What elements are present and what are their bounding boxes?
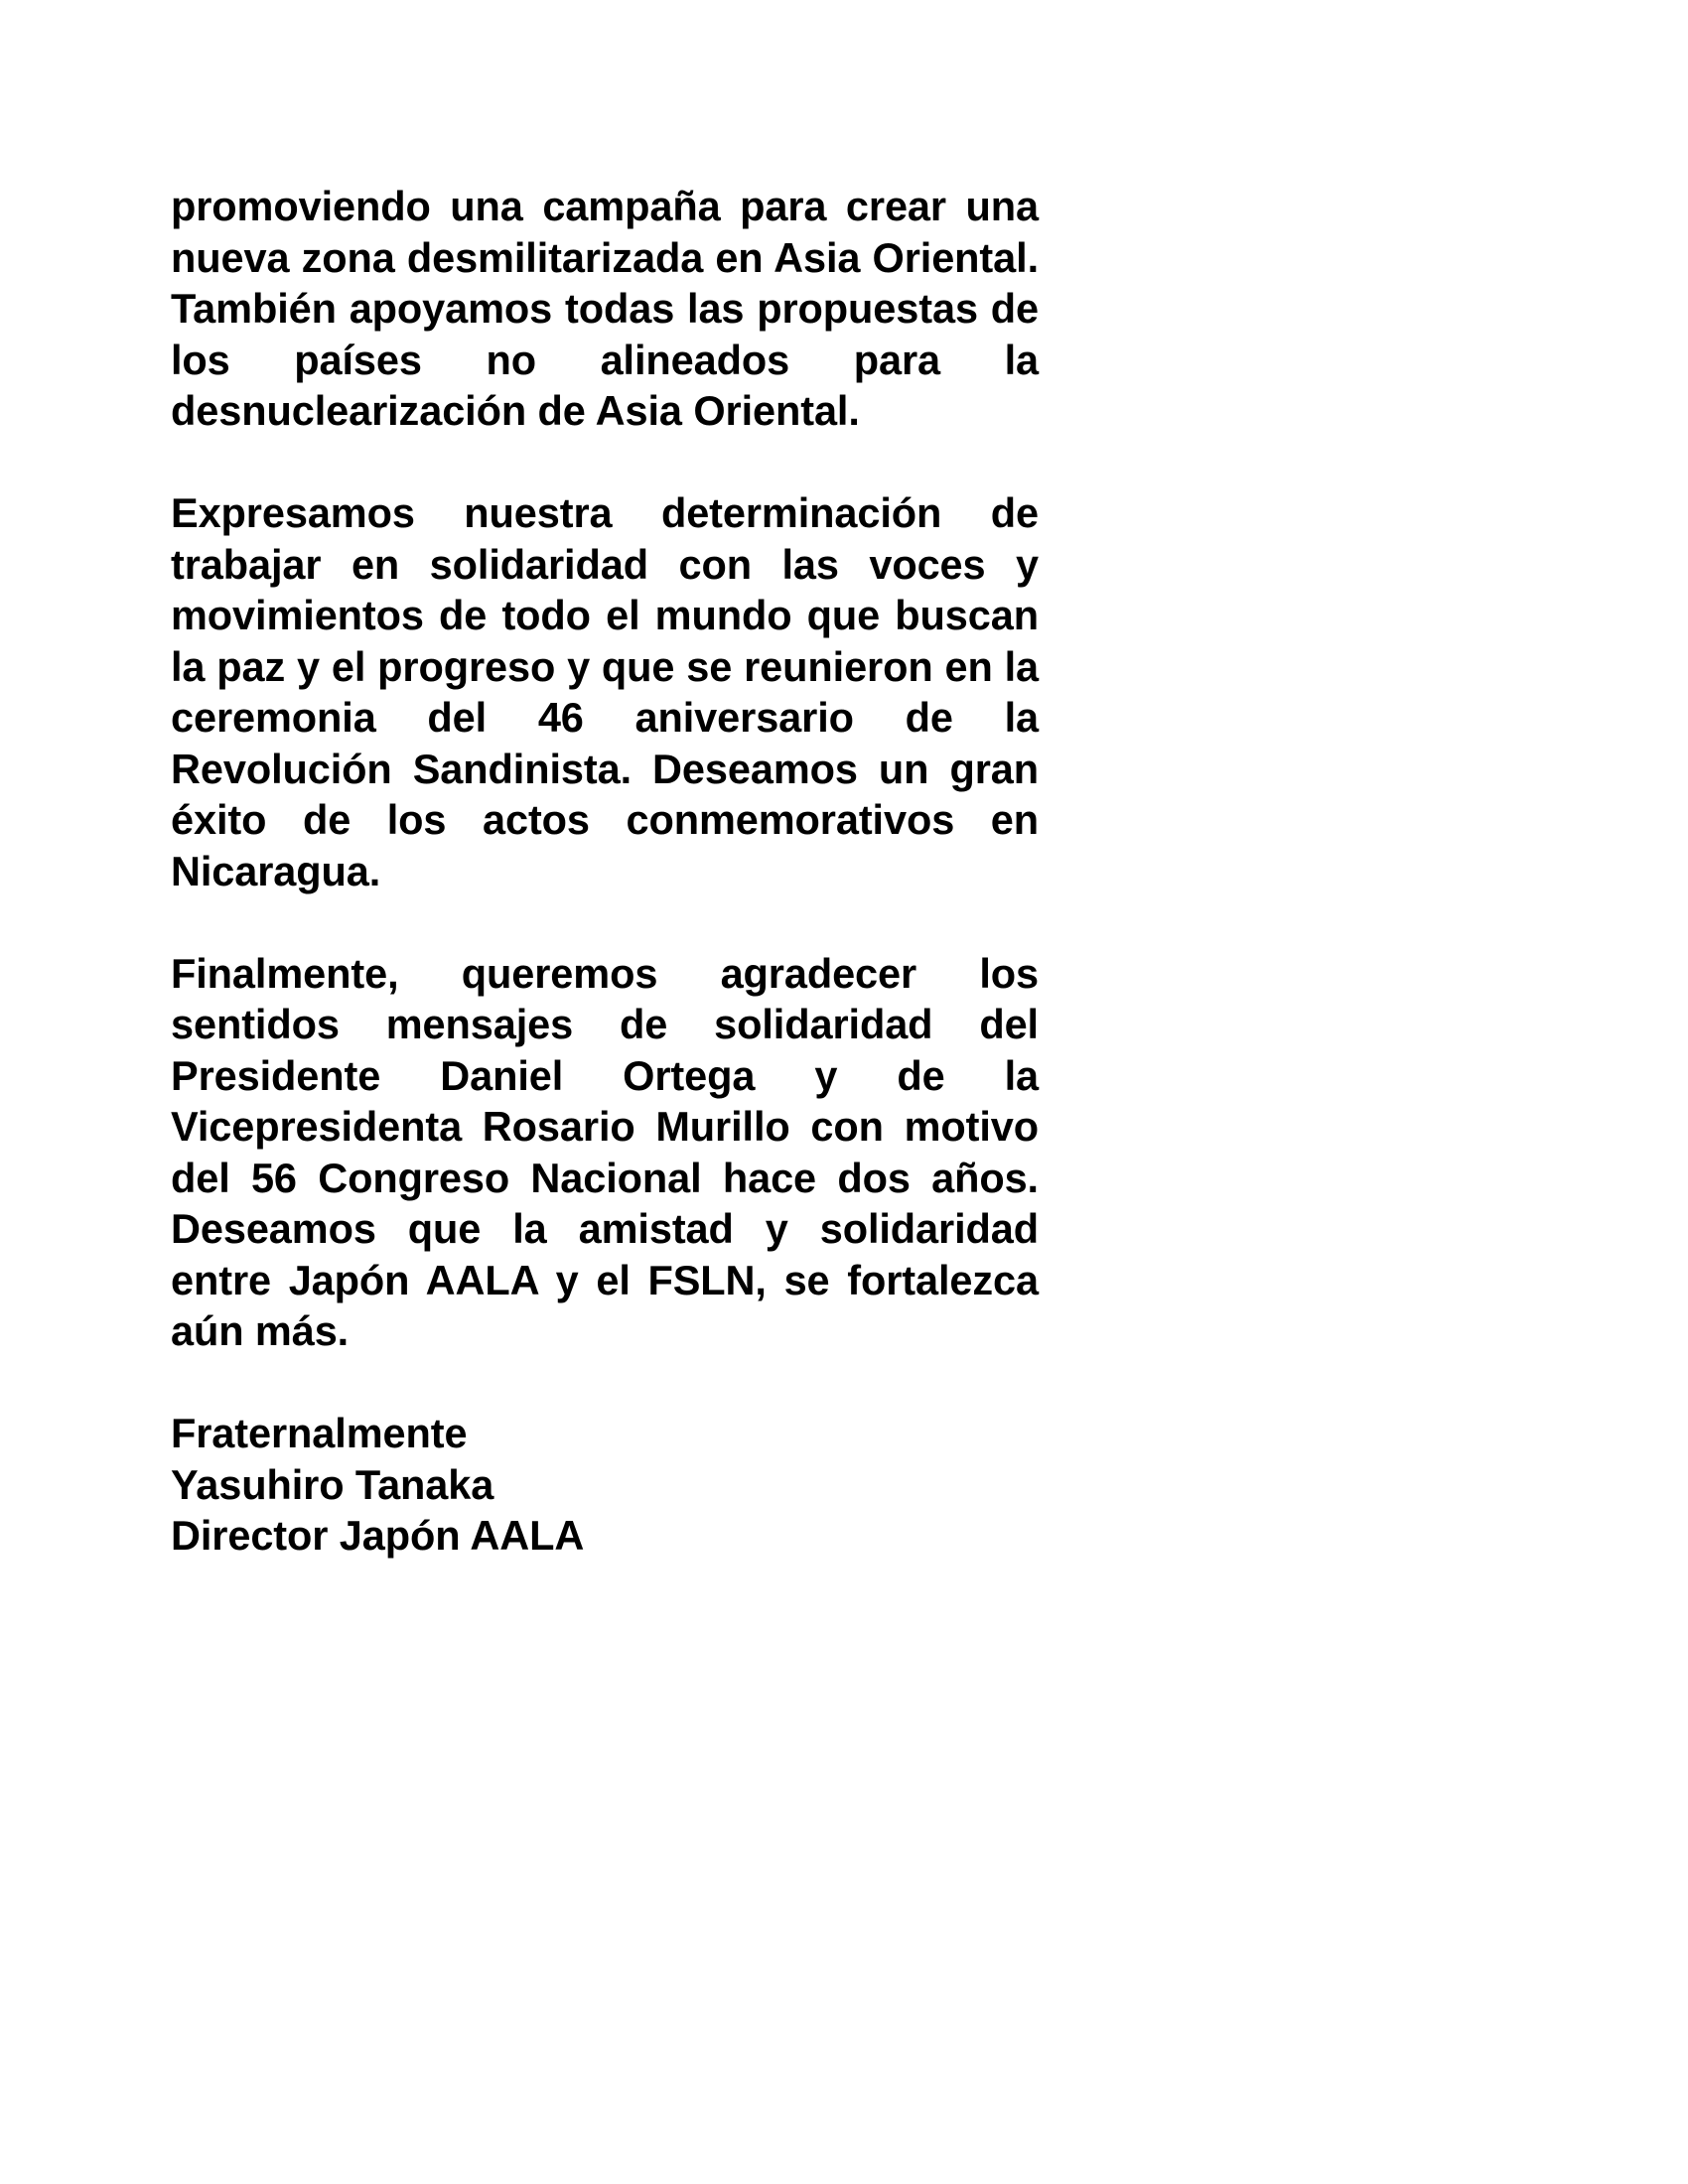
paragraph-spacer bbox=[171, 1357, 1039, 1409]
paragraph-3: Finalmente, queremos agradecer los sentidos mensajes de solidaridad del Presidente Daniel Ortega y de la Vicepresidenta Rosario Murillo con motivo del 56 Congreso Nacional hace dos años. Deseamos que la amistad y solidaridad entre Japón AALA y el FSLN, se fortalezca aún más. bbox=[171, 949, 1039, 1354]
signature-title: Director Japón AALA bbox=[171, 1512, 585, 1559]
paragraph-spacer bbox=[171, 437, 1039, 488]
paragraph-2: Expresamos nuestra determinación de trabajar en solidaridad con las voces y movimientos de todo el mundo que buscan la paz y el progreso y que se reunieron en la ceremonia del 46 aniversario de la Revolución Sandinista. Deseamos un gran éxito de los actos conmemorativos en Nicaragua. bbox=[171, 489, 1039, 894]
signature-name: Yasuhiro Tanaka bbox=[171, 1460, 494, 1508]
signature-closing: Fraternalmente bbox=[171, 1410, 468, 1456]
paragraph-spacer bbox=[171, 896, 1039, 948]
signature-block bbox=[171, 1408, 1039, 1562]
paragraph-1: promoviendo una campaña para crear una nueva zona desmilitarizada en Asia Oriental. También apoyamos todas las propuestas de los países no alineados para la desnuclearización de Asia Oriental. bbox=[171, 183, 1039, 434]
letter-body bbox=[171, 181, 1039, 1562]
